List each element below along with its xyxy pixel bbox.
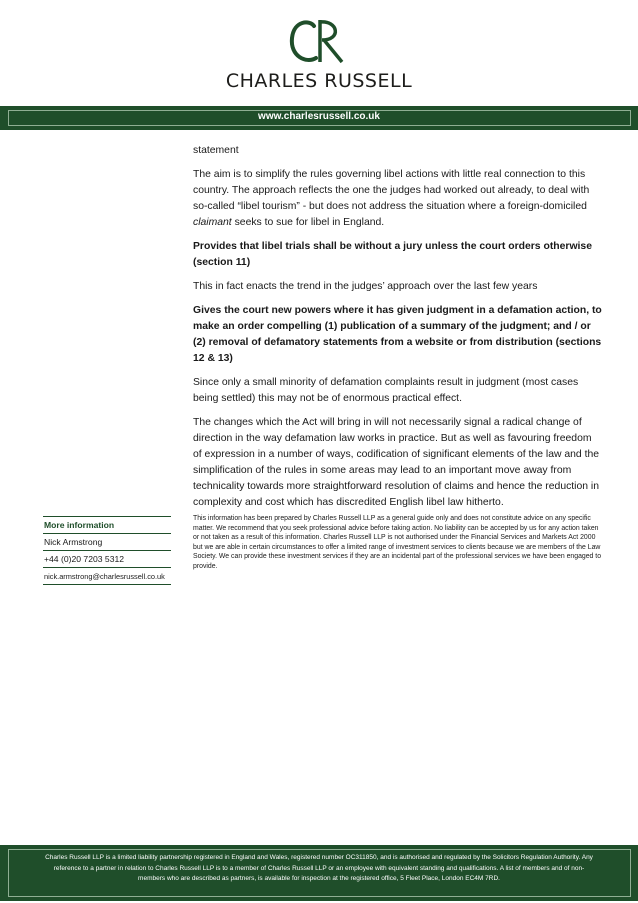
paragraph-new-powers-heading: Gives the court new powers where it has given judgment in a defamation action, to make an order compelling (1) publication of a summary of the judgment; and / or (2) removal of defamatory statements from a website or from distribution (sections 12 & 13) xyxy=(193,305,602,364)
website-link[interactable]: www.charlesrussell.co.uk xyxy=(258,111,380,122)
disclaimer-text: This information has been prepared by Charles Russell LLP as a general guide only and does not constitute advice on any specific matter. We recommend that you seek professional advice before taking action. No liability can be accepted by us for any action taken or not taken as a result of this information. Charles Russell LLP is not authorised under the Financial Services and Markets Act 2000 but we are able in certain circumstances to offer a limited range of investment services to clients because we are members of the Law Society. We can provide these investment services if they are an incidental part of the professional services we have been engaged to provide. xyxy=(193,515,602,570)
paragraph-aim-text-1: The aim is to simplify the rules governing libel actions with little real connection to this country. The approach reflects the one the judges had worked out already, to deal with so-called “libel tourism” - but does not address the situation where a foreign-domiciled xyxy=(193,169,590,212)
contact-phone[interactable]: +44 (0)20 7203 5312 xyxy=(43,550,171,567)
claimant-emphasis: claimant xyxy=(193,217,232,228)
article-body xyxy=(193,143,603,519)
more-information-box xyxy=(43,516,171,585)
footer-legal-text: Charles Russell LLP is a limited liability partnership registered in England and Wales, registered number OC311850, and is authorised and regulated by the Solicitors Regulation Authority. Any reference to a partner in relation to Charles Russell LLP is to a member of Charles Russell LLP or an employee with equivalent standing and qualifications. A list of members and of non-members who are described as partners, is available for inspection at the registered office, 5 Fleet Place, London EC4M 7RD. xyxy=(45,854,593,882)
brand-name: CHARLES RUSSELL xyxy=(225,70,413,92)
charles-russell-logo-mark xyxy=(0,14,638,70)
paragraph-judges-trend: This in fact enacts the trend in the judges’ approach over the last few years xyxy=(193,281,538,292)
paragraph-aim xyxy=(193,167,603,231)
contact-name: Nick Armstrong xyxy=(43,533,171,550)
paragraph-statement: statement xyxy=(193,145,239,156)
cr-monogram-icon xyxy=(284,14,354,70)
header-band xyxy=(0,106,638,130)
footer-band xyxy=(0,845,638,901)
contact-email[interactable]: nick.armstrong@charlesrussell.co.uk xyxy=(43,567,171,585)
paragraph-jury-heading: Provides that libel trials shall be without a jury unless the court orders otherwise (section 11) xyxy=(193,241,592,268)
paragraph-practical-effect: Since only a small minority of defamation complaints result in judgment (most cases being settled) this may not be of enormous practical effect. xyxy=(193,377,579,404)
more-information-heading: More information xyxy=(43,516,171,533)
paragraph-conclusion: The changes which the Act will bring in will not necessarily signal a radical change of direction in the way defamation law works in practice. But as well as favouring freedom of expression in a number of ways, codification of significant elements of the law and the simplification of the rules in some areas may lead to an important move away from technicality towards more straightforward resolution of claims and hence the reduction in complexity and cost which has discredited English libel law hitherto. xyxy=(193,417,600,508)
paragraph-aim-text-2: seeks to sue for libel in England. xyxy=(231,217,385,228)
